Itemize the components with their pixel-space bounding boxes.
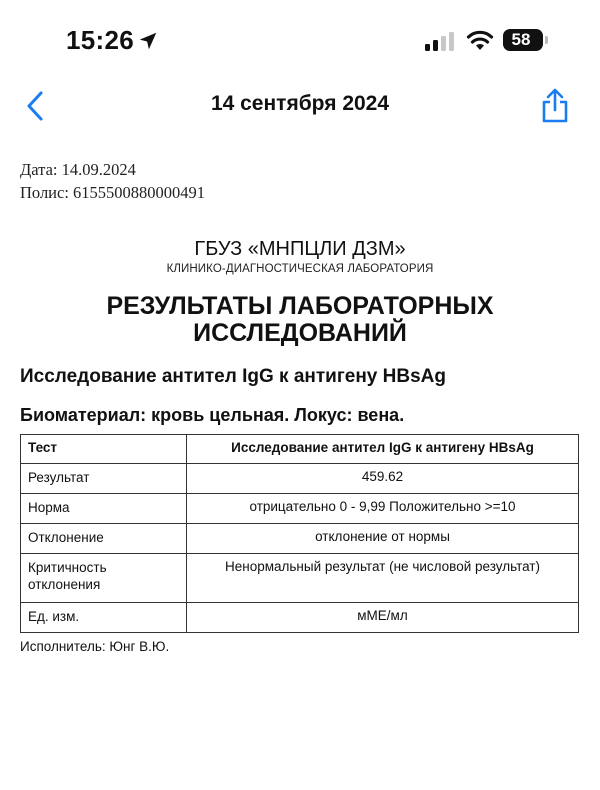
battery-level: 58 [511,30,531,49]
table-row [21,464,579,494]
status-time: 15:26 [66,25,134,55]
battery-icon [503,29,543,51]
cellular-signal-icon [425,31,457,51]
organization-name: ГБУЗ «МНПЦЛИ ДЗМ» [194,238,406,260]
table-row [21,554,579,603]
location-arrow-icon [137,30,159,52]
share-icon[interactable] [540,88,570,124]
row-value-criticality: Ненормальный результат (не числовой результат) [187,554,579,603]
table-row [21,524,579,554]
table-header-value: Исследование антител IgG к антигену HBsAg [187,435,579,464]
organization-subtitle: КЛИНИКО-ДИАГНОСТИЧЕСКАЯ ЛАБОРАТОРИЯ [166,263,434,275]
table-header-label: Тест [21,435,187,464]
row-value-norm: отрицательно 0 - 9,99 Положительно >=10 [187,494,579,524]
row-value-units: мМЕ/мл [187,603,579,633]
battery-cap [545,36,548,44]
row-label-result: Результат [21,464,187,494]
report-date: Дата: 14.09.2024 [20,160,136,179]
results-table [20,434,579,633]
biomaterial-info: Биоматериал: кровь цельная. Локус: вена. [20,405,405,425]
wifi-icon [466,28,494,52]
table-header-row [21,435,579,464]
row-value-deviation: отклонение от нормы [187,524,579,554]
row-label-criticality: Критичность отклонения [21,554,187,603]
document-heading-line2: ИССЛЕДОВАНИЙ [193,319,407,347]
executor-name: Исполнитель: Юнг В.Ю. [20,639,170,654]
document-heading-line1: РЕЗУЛЬТАТЫ ЛАБОРАТОРНЫХ [106,292,494,320]
study-title: Исследование антител IgG к антигену HBsAg [20,366,446,387]
document-heading [20,293,580,347]
lab-report-document [20,158,580,654]
page-title: 14 сентября 2024 [210,92,390,115]
row-label-deviation: Отклонение [21,524,187,554]
policy-number: Полис: 6155500880000491 [20,183,206,202]
row-label-norm: Норма [21,494,187,524]
table-row [21,494,579,524]
status-bar [0,0,600,80]
row-label-units: Ед. изм. [21,603,187,633]
row-value-result: 459.62 [187,464,579,494]
table-row [21,603,579,633]
